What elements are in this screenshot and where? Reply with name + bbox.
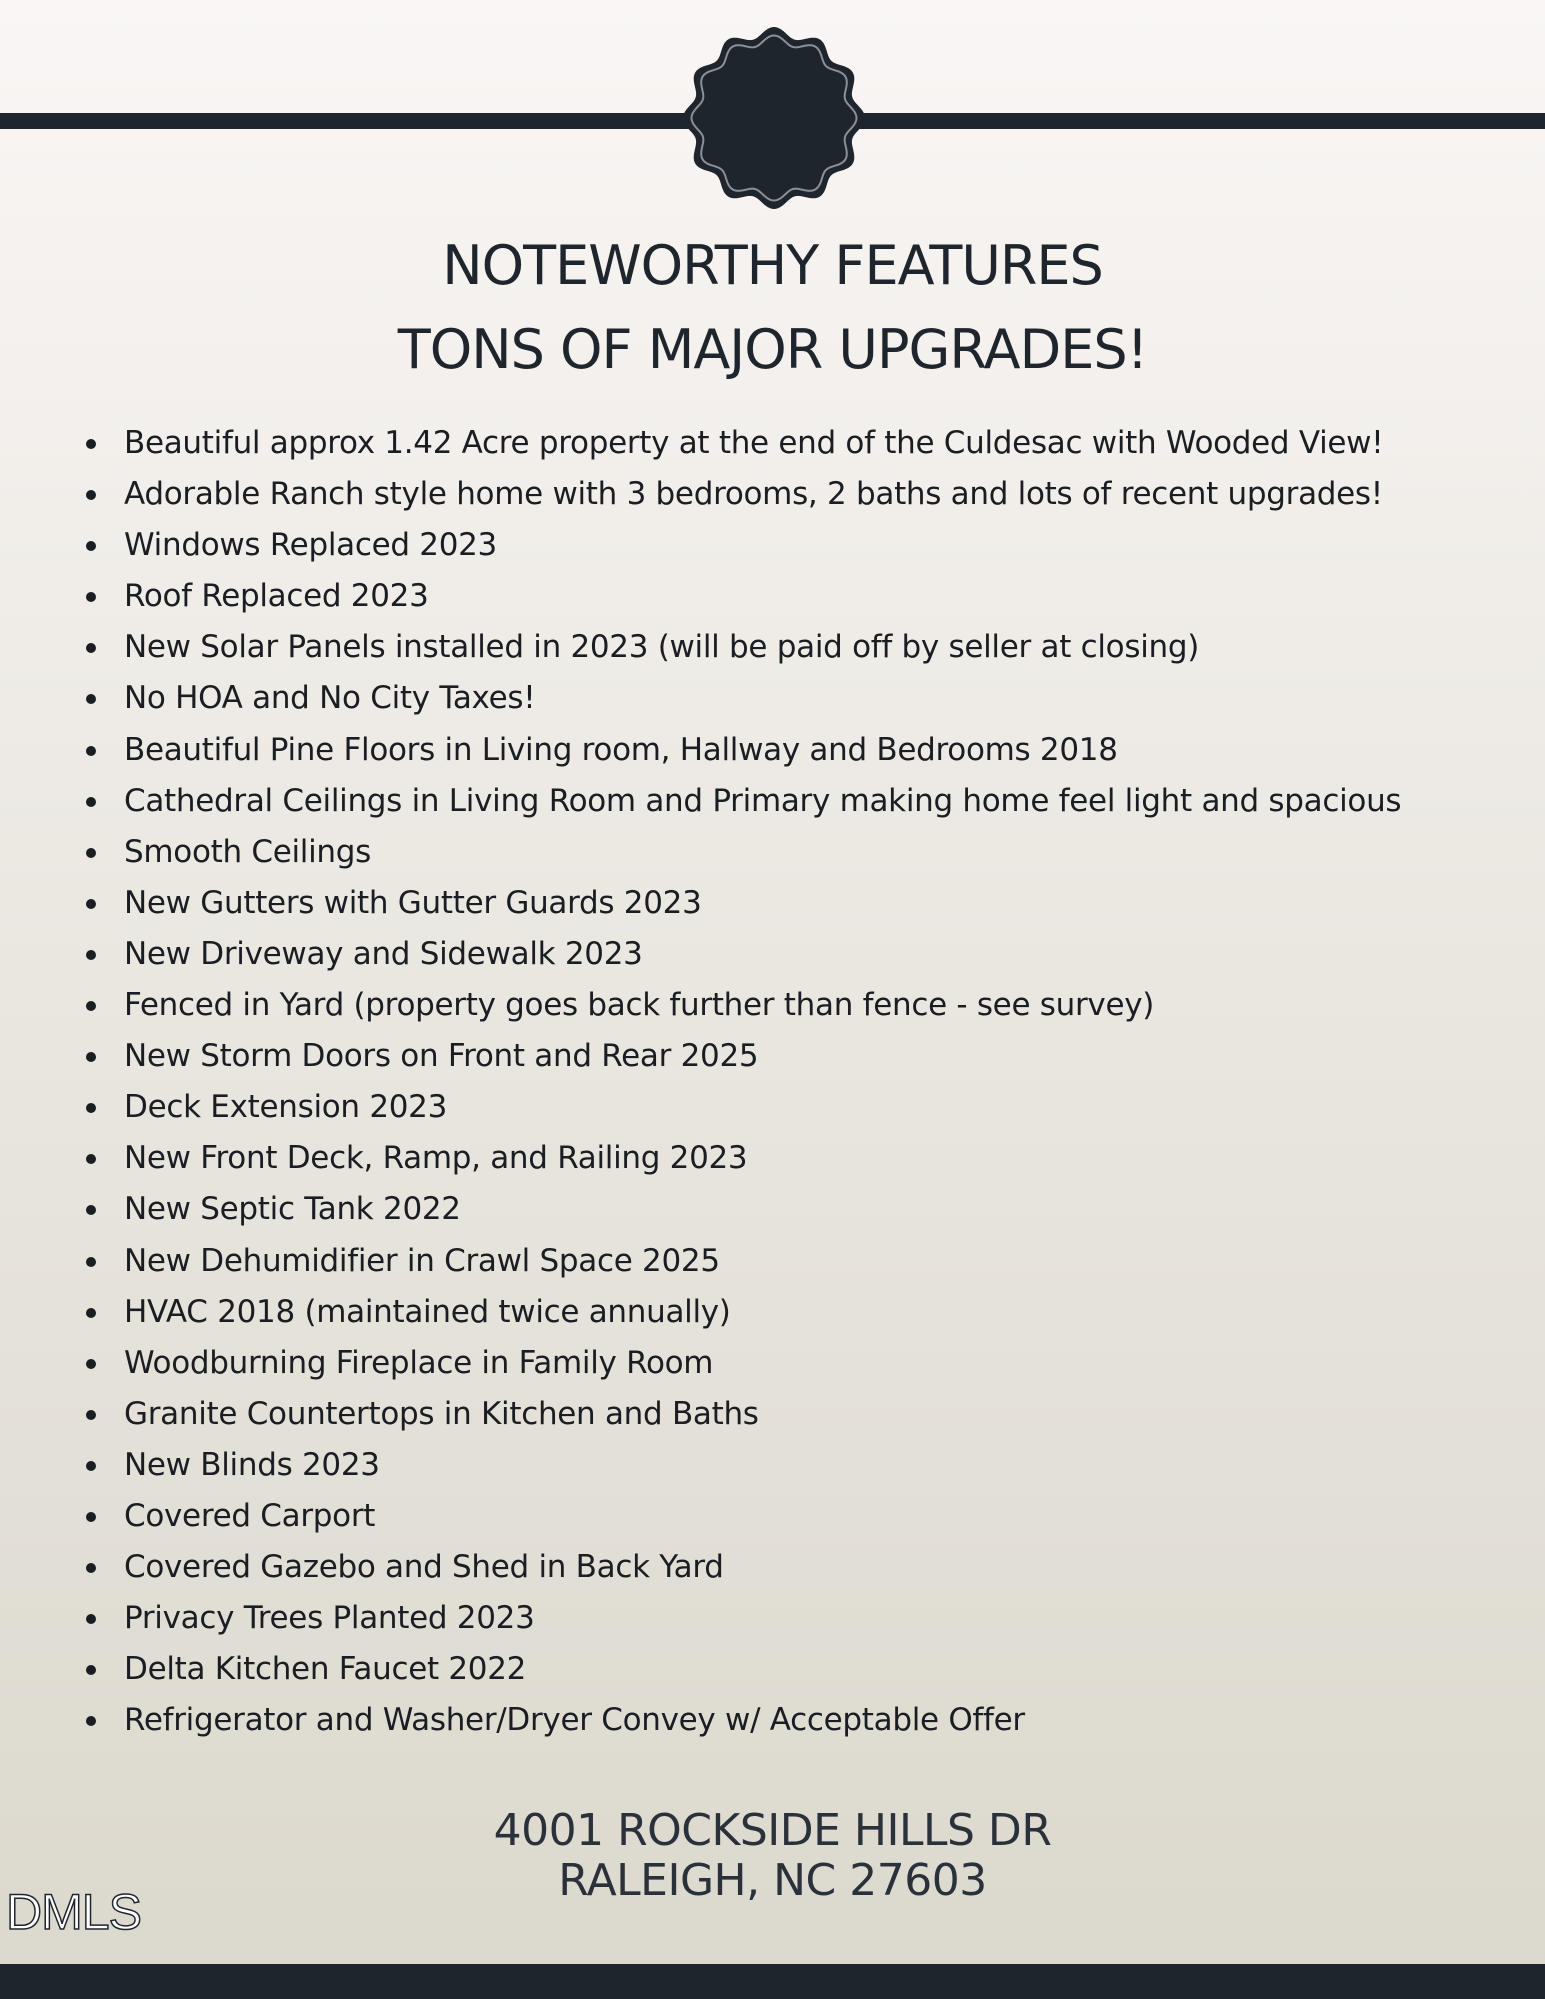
feature-list xyxy=(82,418,1482,1746)
feature-item xyxy=(82,622,1482,673)
feature-item xyxy=(82,1593,1482,1644)
bullet-icon xyxy=(86,899,96,909)
bottom-decorative-band xyxy=(0,1964,1545,1999)
page-title: NOTEWORTHY FEATURES xyxy=(442,234,1103,297)
bullet-icon xyxy=(86,1563,96,1573)
property-address xyxy=(0,1806,1545,1906)
bullet-icon xyxy=(86,1410,96,1420)
feature-text: Fenced in Yard (property goes back further than fence - see survey) xyxy=(124,987,1155,1024)
address-street: 4001 ROCKSIDE HILLS DR xyxy=(493,1805,1052,1856)
feature-text: New Solar Panels installed in 2023 (will be paid off by seller at closing) xyxy=(124,629,1200,666)
feature-text: Windows Replaced 2023 xyxy=(124,527,497,564)
feature-item xyxy=(82,520,1482,571)
feature-item xyxy=(82,469,1482,520)
bullet-icon xyxy=(86,1103,96,1113)
bullet-icon xyxy=(86,1205,96,1215)
address-city: RALEIGH, NC 27603 xyxy=(558,1855,987,1906)
feature-item xyxy=(82,980,1482,1031)
feature-text: New Driveway and Sidewalk 2023 xyxy=(124,935,643,972)
scalloped-badge-icon xyxy=(682,26,866,210)
feature-text: New Septic Tank 2022 xyxy=(124,1191,461,1228)
feature-item xyxy=(82,827,1482,878)
feature-item xyxy=(82,1389,1482,1440)
feature-text: New Dehumidifier in Crawl Space 2025 xyxy=(124,1242,720,1279)
page-subtitle: TONS OF MAJOR UPGRADES! xyxy=(397,318,1148,381)
feature-item xyxy=(82,1287,1482,1338)
bullet-icon xyxy=(86,1001,96,1011)
feature-text: Delta Kitchen Faucet 2022 xyxy=(124,1651,527,1688)
bullet-icon xyxy=(86,643,96,653)
feature-item xyxy=(82,1184,1482,1235)
feature-item xyxy=(82,1440,1482,1491)
feature-text: Adorable Ranch style home with 3 bedrooms, 2 baths and lots of recent upgrades! xyxy=(124,476,1383,513)
bullet-icon xyxy=(86,439,96,449)
feature-item xyxy=(82,1542,1482,1593)
bullet-icon xyxy=(86,848,96,858)
feature-item xyxy=(82,1236,1482,1287)
feature-text: Covered Carport xyxy=(124,1497,376,1534)
feature-text: Granite Countertops in Kitchen and Baths xyxy=(124,1395,759,1432)
feature-text: New Front Deck, Ramp, and Railing 2023 xyxy=(124,1140,748,1177)
feature-item xyxy=(82,776,1482,827)
feature-item xyxy=(82,1133,1482,1184)
bullet-icon xyxy=(86,592,96,602)
feature-item xyxy=(82,673,1482,724)
bullet-icon xyxy=(86,1665,96,1675)
bullet-icon xyxy=(86,1257,96,1267)
feature-item xyxy=(82,418,1482,469)
feature-item xyxy=(82,929,1482,980)
bullet-icon xyxy=(86,797,96,807)
feature-text: Roof Replaced 2023 xyxy=(124,578,429,615)
feature-item xyxy=(82,725,1482,776)
header xyxy=(0,228,1545,388)
feature-text: Smooth Ceilings xyxy=(124,833,371,870)
bullet-icon xyxy=(86,1614,96,1624)
mls-watermark: DMLS xyxy=(6,1884,141,1940)
bullet-icon xyxy=(86,1359,96,1369)
feature-item xyxy=(82,1082,1482,1133)
bullet-icon xyxy=(86,1154,96,1164)
feature-text: HVAC 2018 (maintained twice annually) xyxy=(124,1293,731,1330)
bullet-icon xyxy=(86,490,96,500)
bullet-icon xyxy=(86,1512,96,1522)
feature-item xyxy=(82,1491,1482,1542)
feature-item xyxy=(82,1031,1482,1082)
feature-item xyxy=(82,1644,1482,1695)
feature-item xyxy=(82,878,1482,929)
bullet-icon xyxy=(86,1052,96,1062)
feature-item xyxy=(82,571,1482,622)
feature-text: Woodburning Fireplace in Family Room xyxy=(124,1344,714,1381)
feature-text: Beautiful approx 1.42 Acre property at the end of the Culdesac with Wooded View! xyxy=(124,425,1384,461)
bullet-icon xyxy=(86,1308,96,1318)
bullet-icon xyxy=(86,1716,96,1726)
bullet-icon xyxy=(86,746,96,756)
feature-text: Beautiful Pine Floors in Living room, Hallway and Bedrooms 2018 xyxy=(124,731,1118,768)
feature-text: New Blinds 2023 xyxy=(124,1446,380,1483)
bullet-icon xyxy=(86,1461,96,1471)
feature-text: Deck Extension 2023 xyxy=(124,1089,448,1126)
feature-text: Covered Gazebo and Shed in Back Yard xyxy=(124,1549,724,1586)
feature-text: Privacy Trees Planted 2023 xyxy=(124,1600,535,1637)
bullet-icon xyxy=(86,541,96,551)
feature-item xyxy=(82,1338,1482,1389)
bullet-icon xyxy=(86,694,96,704)
bullet-icon xyxy=(86,950,96,960)
feature-text: New Storm Doors on Front and Rear 2025 xyxy=(124,1038,759,1075)
feature-item xyxy=(82,1695,1482,1746)
feature-text: Cathedral Ceilings in Living Room and Primary making home feel light and spacious xyxy=(124,782,1402,819)
feature-text: Refrigerator and Washer/Dryer Convey w/ Acceptable Offer xyxy=(124,1702,1025,1739)
feature-text: New Gutters with Gutter Guards 2023 xyxy=(124,884,702,921)
feature-text: No HOA and No City Taxes! xyxy=(124,680,536,717)
